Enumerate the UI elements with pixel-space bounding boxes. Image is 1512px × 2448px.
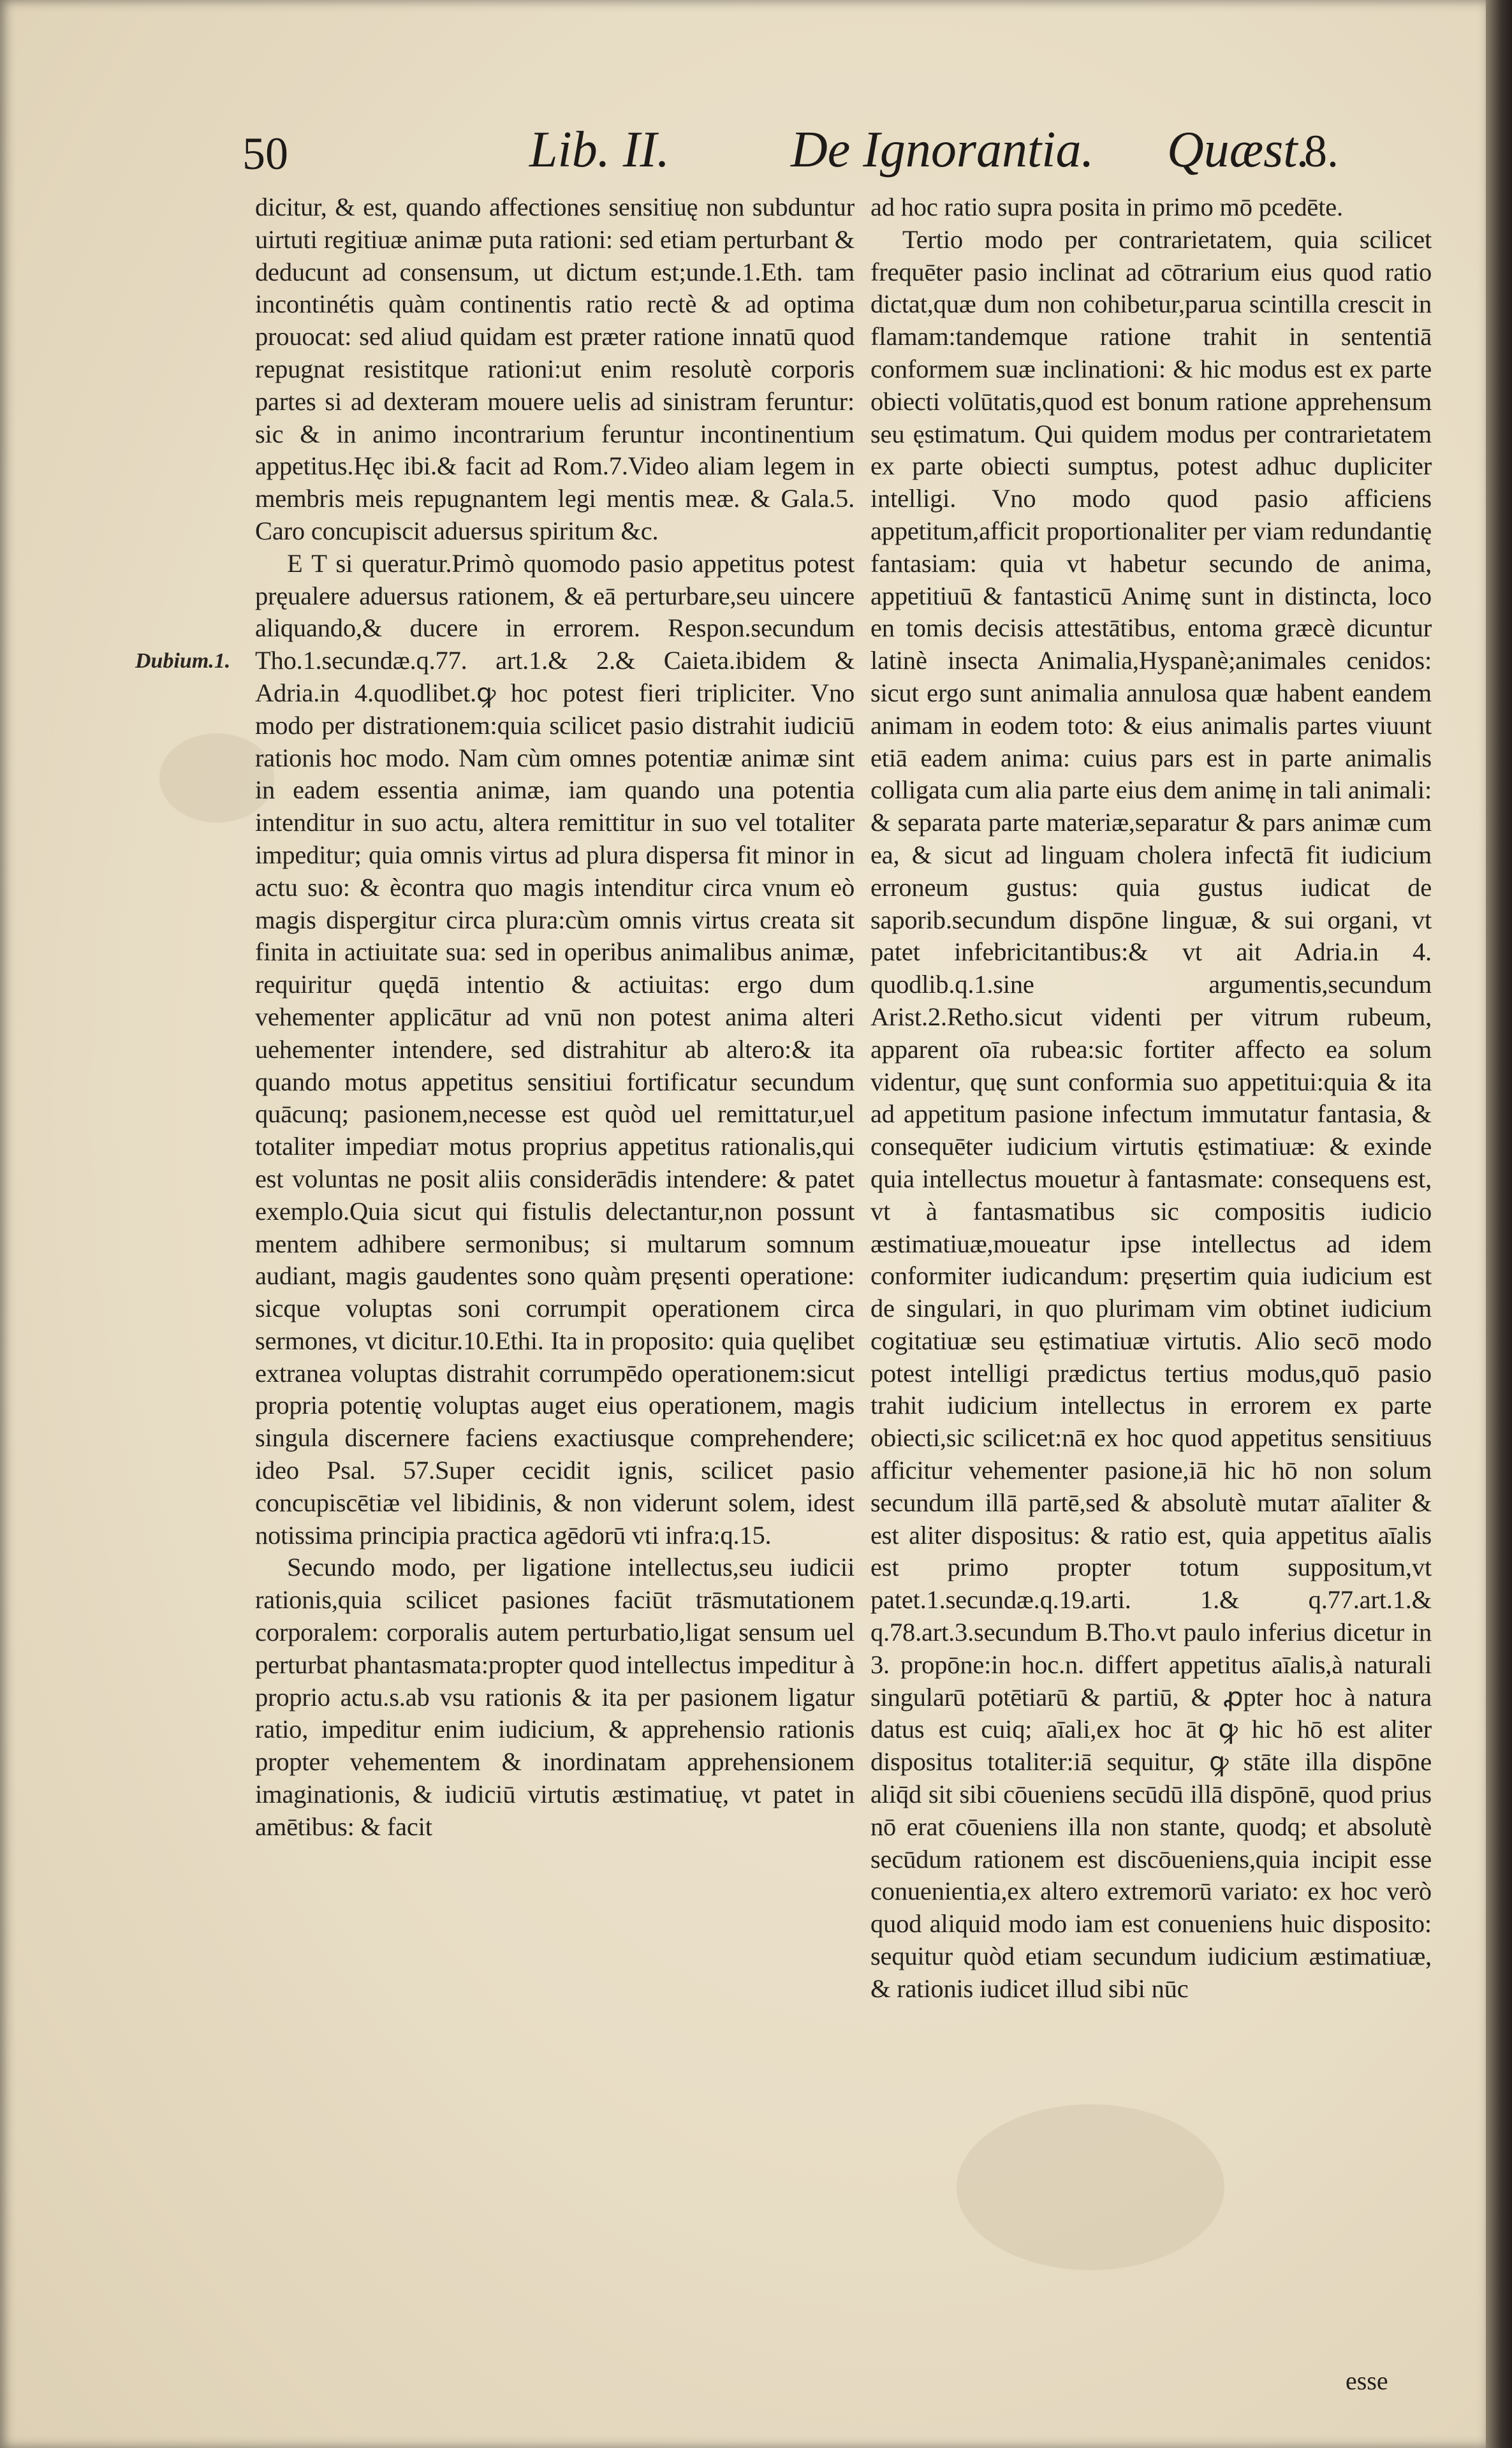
paper-stain <box>957 2104 1224 2270</box>
section-title: De Ignorantia. <box>791 122 1094 178</box>
quaestio-number: 8. <box>1304 126 1339 177</box>
page-number: 50 <box>242 128 288 179</box>
quaestio-label: Quæst. <box>1167 122 1310 178</box>
paragraph: Secundo modo, per ligatione intellectus,seu iudicii rationis,quia scilicet pasiones faciūt trāsmutationem corporalem: corporalis autem perturbatio,ligat sensum uel perturbat phantasmata:propter quod intellectus impeditur à proprio actu.s.ab vsu rationis & ita per pasionem ligatur ratio, impeditur enim iudicium, & apprehensio rationis propter vehementem & inordinatam apprehensionem imaginationis, & iudiciū virtutis æstimatiuę, vt patet in amētibus: & facit <box>255 1553 855 1841</box>
running-header <box>242 121 1339 191</box>
paragraph: ad hoc ratio supra posita in primo mō pcedēte. <box>870 193 1343 221</box>
paragraph: E T si queratur.Primò quomodo pasio appetitus potest pręualere aduersus rationem, & eā perturbare,seu uincere aliquando,& ducere in errorem. Respon.secundum Tho.1.secundæ.q.77. art.1.& 2.& Caieta.ibidem & Adria.in 4.quodlibet.ꝙ hoc potest fieri tripliciter. Vno modo per distrationem:quia scilicet pasio distrahit iudiciū rationis hoc modo. Nam cùm omnes potentiæ animæ sint in eadem essentia animæ, iam quando una potentia intenditur in suo actu, altera remittitur in suo vel totaliter impeditur; quia omnis virtus ad plura dispersa fit minor in actu suo: & ècontra quo magis intenditur circa vnum eò magis dispergitur circa plura:cùm omnis virtus creata sit finita in actiuitate sua: sed in operibus animalibus animæ, requiritur quędā intentio & actiuitas: ergo dum vehementer applicātur ad vnū non potest anima alteri uehementer intendere, sed distrahitur ab altero:& ita quando motus appetitus sensitiui fortificatur secundum quācunq; pasionem,necesse est quòd uel remittatur,uel totaliter impediaт motus proprius appetitus rationalis,qui est voluntas ne posit aliis considerādis intendere: & patet exemplo.Quia sicut qui fistulis delectantur,non possunt mentem adhibere sermonibus; si multarum somnum audiant, magis gaudentes sono quàm pręsenti operatione: sicque voluptas soni corrumpit operationem circa sermones, vt dicitur.10.Ethi. Ita in proposito: quia quęlibet extranea voluptas distrahit corrumpēdo operationem:sicut propria potentię voluptas auget eius operationem, magis singula discernere faciens exactiusque comprehendere; ideo Psal. 57.Super cecidit ignis, scilicet pasio concupiscētiæ vel libidinis, & non viderunt solem, idest notissima principia practica agēdorū vti infra:q.15. <box>255 548 855 1550</box>
paragraph: Tertio modo per contrarietatem, quia scilicet frequēter pasio inclinat ad cōtrarium eius quod ratio dictat,quæ dum non cohibetur,parua scintilla crescit in flamam:tandemque ratione trahit in sententiā conformem suæ inclinationi: & hic modus est ex parte obiecti volūtatis,quod est bonum ratione apprehensum seu ęstimatum. Qui quidem modus per contrarietatem ex parte obiecti sumptus, potest adhuc dupliciter intelligi. Vno modo quod pasio afficiens appetitum,afficit proportionaliter per viam redundantię fantasiam: quia vt habetur secundo de anima, appetitiuū & fantasticū Animę sunt in distincta, loco en tomis decisis attestātibus, entoma græcè dicuntur latinè insecta Animalia,Hyspanè;animales cenidos: sicut ergo sunt animalia annulosa quæ habent eandem animam in eodem toto: & eius animalis partes viuunt etiā eadem anima: cuius pars est in parte animalis colligata cum alia parte eius dem animę in tali animali: & separata parte materiæ,separatur & pars animæ cum ea, & sicut ad linguam cholera infectā fit iudicium erroneum gustus: quia gustus iudicat de saporib.secundum dispōne linguæ, & sui organi, vt patet infebricitantibus:& vt ait Adria.in 4. quodlib.q.1.sine argumentis,secundum Arist.2.Retho.sicut videnti per vitrum rubeum, apparent oīa rubea:sic fortiter affecto ea solum videntur, quę sunt conformia suo appetitui:quia & ita ad appetitum pasione infectum immutatur fantasia, & consequēter iudicium virtutis ęstimatiuæ: & exinde quia intellectus mouetur à fantasmate: consequens est, vt à fantasmatibus sic compositis iudicio æstimatiuæ,moueatur ipse intellectus ad idem conformiter iudicandum: pręsertim quia iudicium est de singulari, in quo plurimam vim obtinet iudicium cogitatiuæ seu ęstimatiuæ virtutis. Alio secō modo potest intelligi prædictus tertius modus,quō pasio trahit iudicium intellectus in errorem ex parte obiecti,sic scilicet:nā ex hoc quod appetitus sensitiuus afficitur vehementer pasione,iā hic hō non solum secundum illā partē,sed & absolutè mutaт aīaliter & est aliter dispositus: & ratio est, quia appetitus aīalis est primo propter totum suppositum,vt patet.1.secundæ.q.19.arti. 1.& q.77.art.1.& q.78.art.3.secundum B.Tho.vt paulo inferius dicetur in 3. propōne:in hoc.n. differt appetitus aīalis,à naturali singularū potētiarū & partiū, & ꝓpter hoc à natura datus est cuiq; aīali,ex hoc āt ꝙ hic hō est aliter dispositus totaliter:iā sequitur, ꝙ stāte illa dispōne aliq̄d sit sibi cōueniens secūdū illā dispōnē, quod prius nō erat cōueniens illa non stante, quodq; et absolutè secūdum rationem est discōueniens,quia incipit esse conuenientia,ex altero extremorū variato: ex hoc verò quod aliquid modo iam est conueniens huic disposito: sequitur quòd etiam secundum iudicium æstimatiuæ, & rationis iudicet illud sibi nūc <box>870 224 1432 2003</box>
next-page-edge <box>1486 0 1512 2448</box>
marginal-note: Dubium.1. <box>135 649 231 673</box>
catchword: esse <box>1346 2366 1388 2395</box>
paragraph: dicitur, & est, quando affectiones sensitiuę non subduntur uirtuti regitiuæ animæ puta rationi: sed etiam perturbant & deducunt ad consensum, ut dictum est;unde.1.Eth. tam incontinétis quàm continentis ratio rectè & ad optima prouocat: sed aliud quidam est præter ratione innatū quod repugnat resistitque rationi:ut enim resolutè corporis partes si ad dexteram mouere uelis ad sinistram feruntur: sic & in animo incontrarium feruntur incontinentium appetitus.Hęc ibi.& facit ad Rom.7.Video aliam legem in membris meis repugnantem legi mentis meæ. & Gala.5. Caro concupiscit aduersus spiritum &c. <box>255 193 855 545</box>
right-text-column <box>870 191 1432 2005</box>
left-text-column <box>255 191 855 1843</box>
book-label: Lib. II. <box>529 122 670 178</box>
